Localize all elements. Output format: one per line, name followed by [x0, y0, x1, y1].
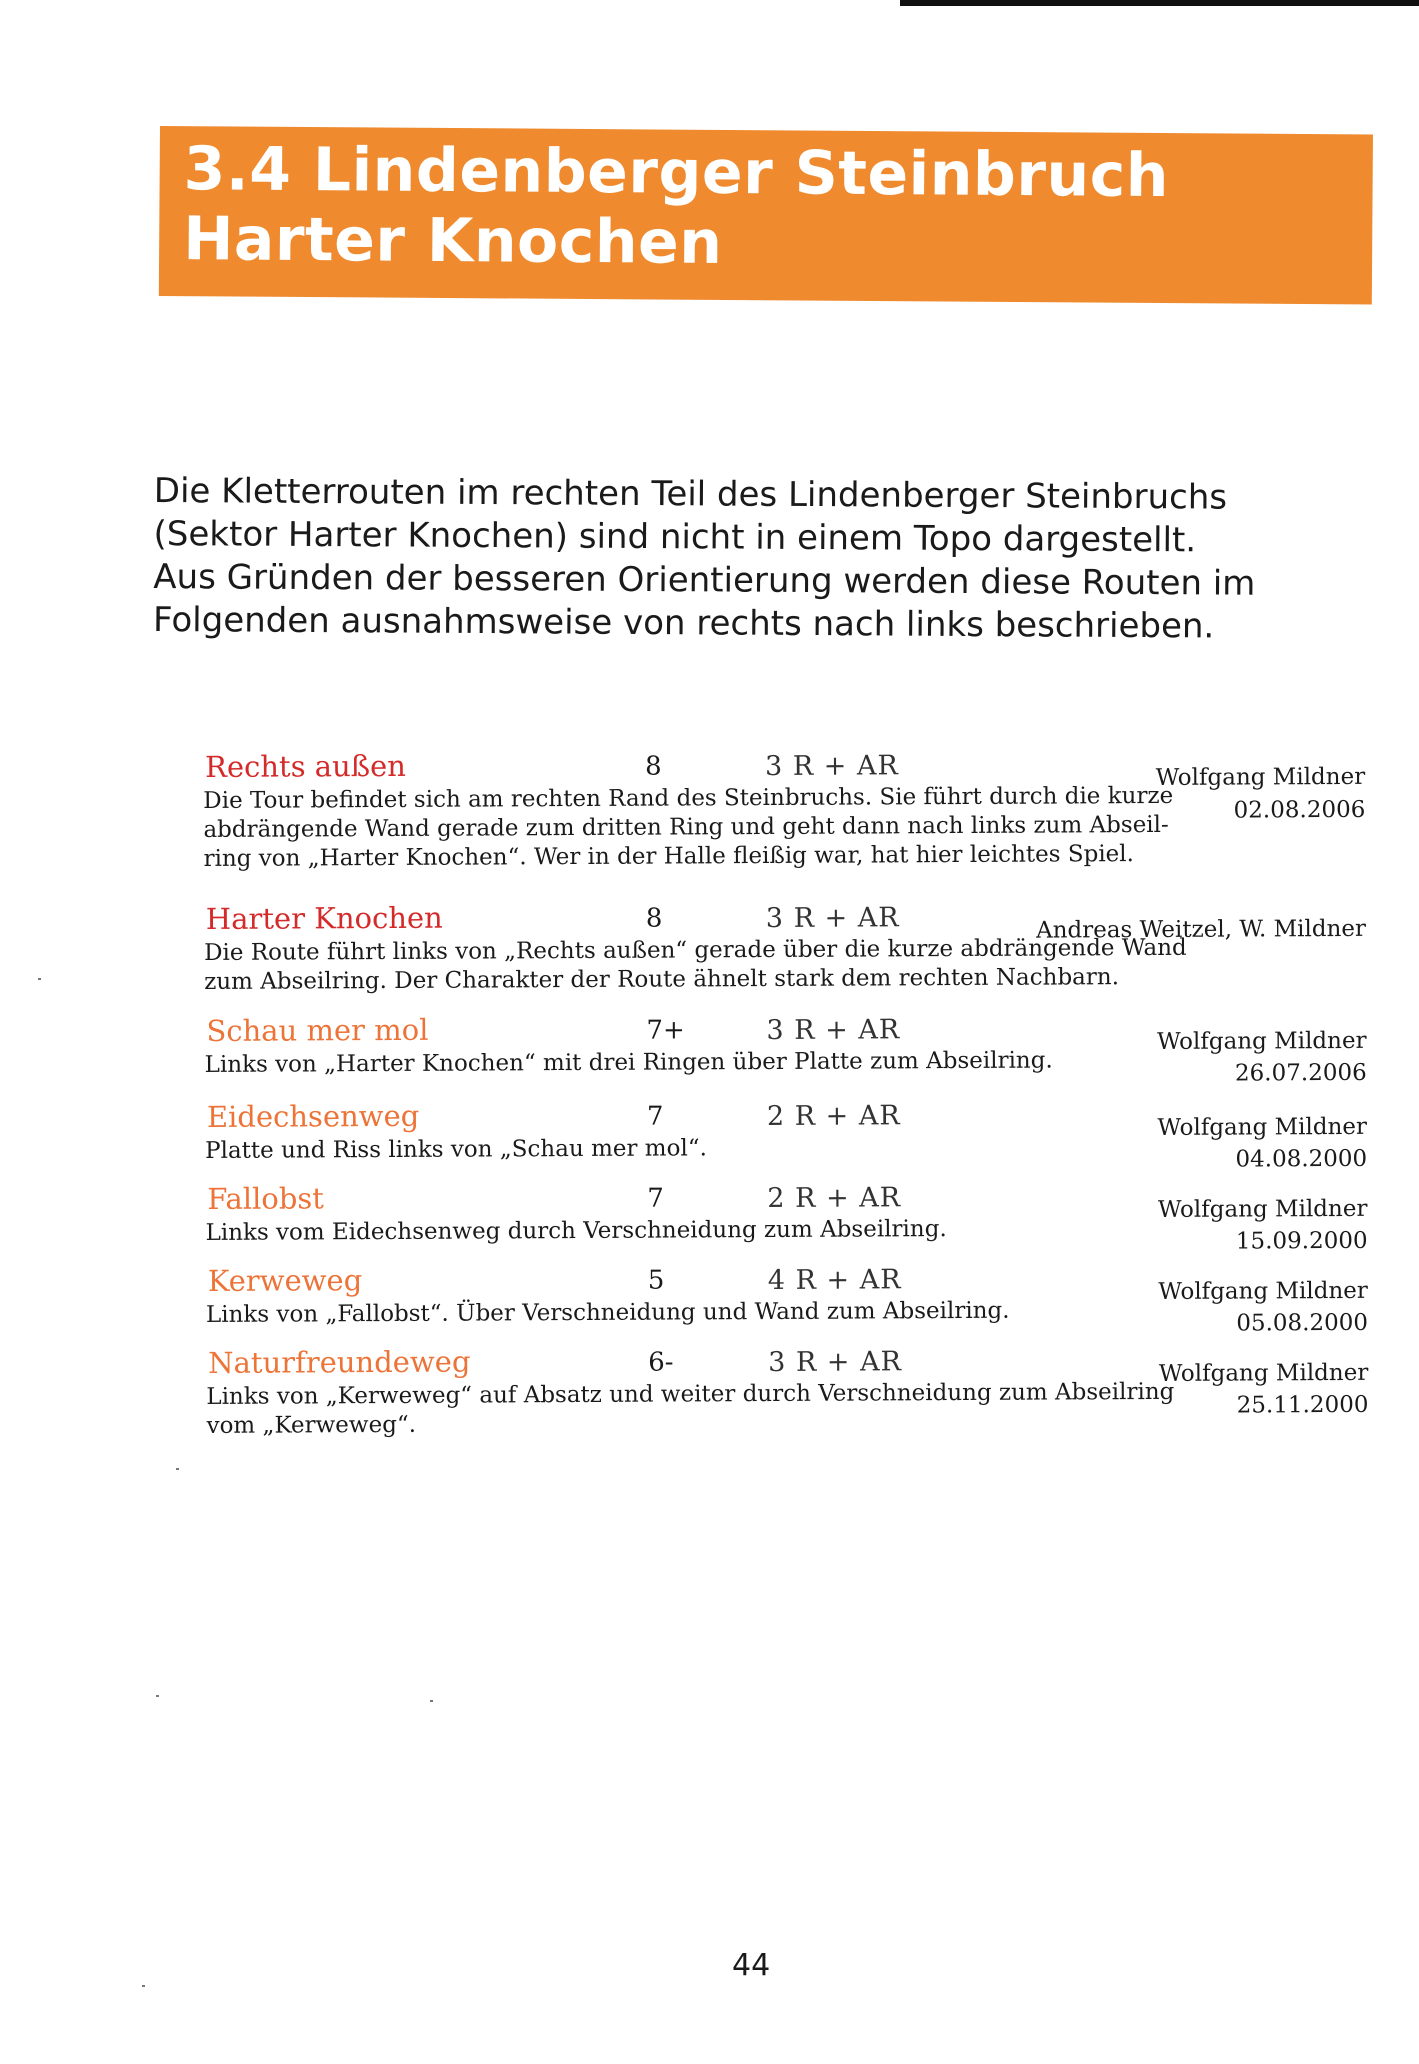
chapter-title-line-2: Harter Knochen [182, 204, 723, 278]
scan-speck [156, 1695, 159, 1697]
route-description-line: Die Tour befindet sich am rechten Rand des Steinbruchs. Sie führt durch die kurze [203, 782, 1174, 814]
route-entry-eidechsenweg [197, 1094, 1367, 1182]
route-date: 04.08.2000 [1235, 1145, 1368, 1173]
route-rings: 3 R + AR [766, 1014, 901, 1047]
route-grade: 6- [648, 1347, 674, 1378]
route-rings: 4 R + AR [767, 1264, 902, 1297]
route-description [203, 782, 1203, 874]
route-rings: 2 R + AR [766, 1100, 901, 1133]
intro-line: Aus Gründen der besseren Orientierung werden diese Routen im [153, 556, 1256, 604]
route-date: 05.08.2000 [1236, 1309, 1369, 1337]
route-grade: 7 [646, 1101, 664, 1132]
route-author: Wolfgang Mildner [1156, 1027, 1367, 1055]
route-name: Naturfreundeweg [208, 1344, 471, 1380]
route-description-line: abdrängende Wand gerade zum dritten Ring und geht dann nach links zum Abseil- [203, 811, 1169, 843]
route-author: Andreas Weitzel, W. Mildner [1035, 915, 1367, 944]
route-author: Wolfgang Mildner [1155, 763, 1366, 791]
intro-line: Die Kletterrouten im rechten Teil des Lindenberger Steinbruchs [153, 470, 1228, 518]
route-entry-rechts-aussen [195, 744, 1366, 902]
route-name: Eidechsenweg [206, 1098, 420, 1134]
route-description-line: Links vom Eidechsenweg durch Verschneidung zum Abseilring. [205, 1216, 947, 1246]
chapter-title-banner [159, 126, 1373, 304]
route-date: 02.08.2006 [1233, 796, 1366, 824]
route-author: Wolfgang Mildner [1158, 1359, 1369, 1387]
route-description-line: Links von „Kerweweg“ auf Absatz und weiter durch Verschneidung zum Abseilring [206, 1378, 1175, 1410]
route-description-line: Links von „Harter Knochen“ mit drei Ringen über Platte zum Abseilring. [204, 1047, 1053, 1078]
route-date: 26.07.2006 [1234, 1059, 1367, 1087]
route-rings: 3 R + AR [768, 1346, 903, 1379]
route-description-line: zum Abseilring. Der Charakter der Route ähnelt stark dem rechten Nachbarn. [204, 964, 1120, 995]
route-name: Kerweweg [207, 1263, 363, 1298]
route-description-line: Platte und Riss links von „Schau mer mol“. [205, 1135, 707, 1164]
route-rings: 3 R + AR [765, 902, 900, 935]
route-author: Wolfgang Mildner [1157, 1195, 1368, 1223]
route-author: Wolfgang Mildner [1157, 1113, 1368, 1141]
scan-speck [430, 1700, 433, 1702]
route-description-line: Die Route führt links von „Rechts außen“ gerade über die kurze abdrängende Wand [203, 934, 1187, 966]
route-description [203, 934, 1187, 997]
route-entry-fallobst [197, 1176, 1367, 1264]
route-grade: 7 [647, 1183, 664, 1214]
scan-speck [176, 1468, 179, 1470]
route-description [205, 1046, 1165, 1080]
route-name: Fallobst [207, 1181, 325, 1216]
route-description [206, 1296, 1166, 1330]
intro-paragraph [153, 470, 1374, 649]
route-grade: 7+ [646, 1015, 685, 1046]
route-date: 15.09.2000 [1235, 1227, 1368, 1255]
route-name: Rechts außen [204, 748, 407, 784]
route-list [195, 744, 1369, 1456]
route-description [205, 1132, 1165, 1166]
route-description-line: ring von „Harter Knochen“. Wer in der Halle fleißig war, hat hier leichtes Spiel. [203, 841, 1135, 872]
intro-line: Folgenden ausnahmsweise von rechts nach links beschrieben. [152, 599, 1215, 647]
chapter-title-line-1: 3.4 Lindenberger Steinbruch [183, 134, 1170, 212]
route-description [205, 1214, 1165, 1248]
scan-speck [142, 1985, 145, 1987]
route-entry-harter-knochen [196, 896, 1367, 1014]
route-date: 25.11.2000 [1236, 1391, 1369, 1419]
route-entry-naturfreundeweg [198, 1340, 1369, 1456]
intro-line: (Sektor Harter Knochen) sind nicht in einem Topo dargestellt. [153, 513, 1197, 561]
route-description [206, 1378, 1206, 1441]
route-author: Wolfgang Mildner [1158, 1277, 1368, 1305]
route-entry-schau-mer-mol [196, 1008, 1366, 1100]
route-description-line: Links von „Fallobst“. Über Verschneidung und Wand zum Abseilring. [205, 1297, 1010, 1328]
route-description-line: vom „Kerweweg“. [206, 1411, 417, 1439]
scan-speck [38, 978, 41, 980]
page-number: 44 [732, 1948, 771, 1983]
route-entry-kerweweg [198, 1258, 1368, 1346]
route-grade: 5 [647, 1265, 665, 1296]
top-edge-rule [900, 0, 1419, 6]
route-grade: 8 [645, 751, 662, 782]
route-grade: 8 [645, 903, 663, 934]
route-name: Harter Knochen [205, 900, 443, 936]
route-rings: 2 R + AR [767, 1182, 902, 1215]
route-rings: 3 R + AR [765, 750, 899, 783]
route-name: Schau mer mol [206, 1012, 429, 1048]
